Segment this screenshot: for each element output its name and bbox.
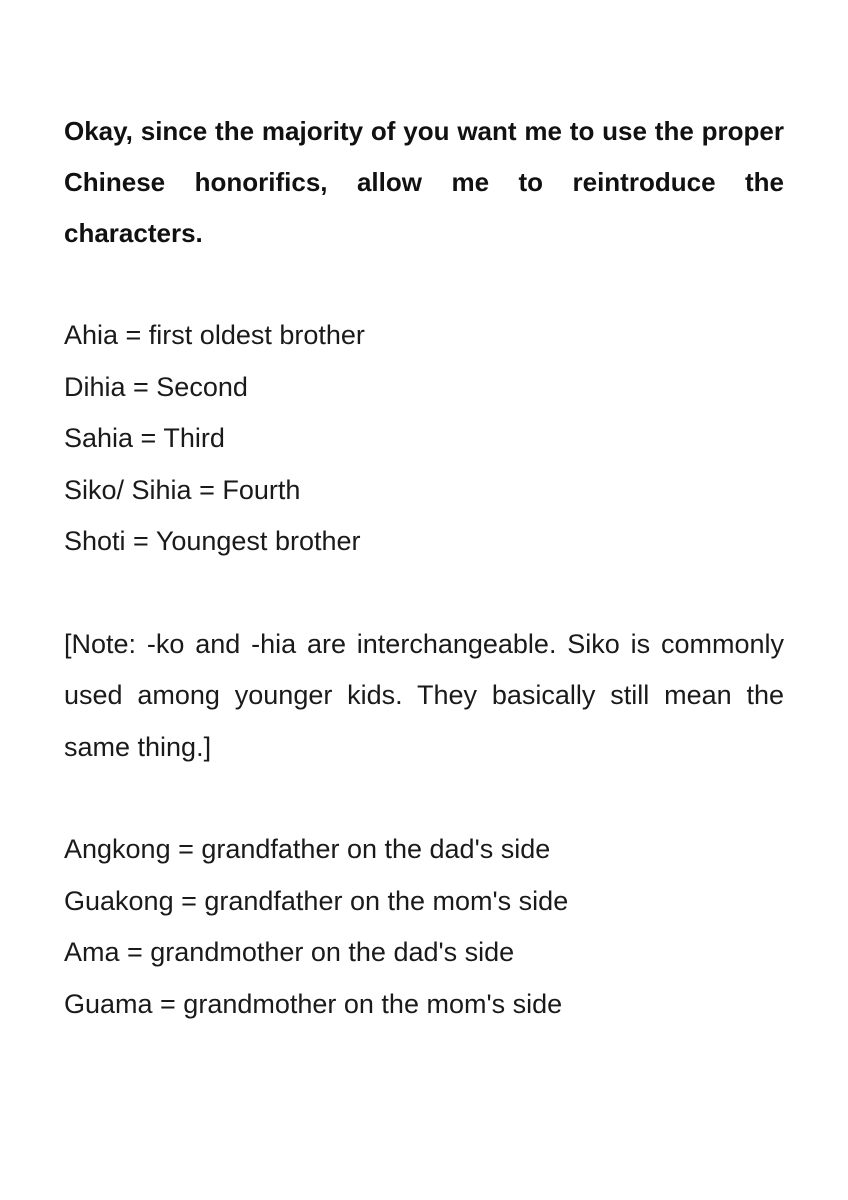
grandparent-term-guakong: Guakong = grandfather on the mom's side (64, 885, 569, 916)
brother-term-sahia: Sahia = Third (64, 423, 225, 453)
brother-term-ahia: Ahia = first oldest brother (64, 320, 365, 350)
note-paragraph: [Note: -ko and -hia are interchangeable. Siko is commonly used among younger kids. They basically still mean the same thing.] (64, 628, 784, 762)
grandparent-term-angkong: Angkong = grandfather on the dad's side (64, 834, 551, 864)
brothers-list (64, 310, 784, 568)
brother-term-siko: Siko/ Sihia = Fourth (64, 474, 301, 505)
grandparent-term-ama: Ama = grandmother on the dad's side (64, 937, 515, 967)
intro-paragraph: Okay, since the majority of you want me to use the proper Chinese honorifics, allow me to reintroduce the characters. (64, 116, 784, 248)
grandparent-term-guama: Guama = grandmother on the mom's side (64, 988, 563, 1019)
brother-term-dihia: Dihia = Second (64, 371, 248, 402)
grandparents-list (64, 824, 784, 1030)
brother-term-shoti: Shoti = Youngest brother (64, 526, 361, 556)
